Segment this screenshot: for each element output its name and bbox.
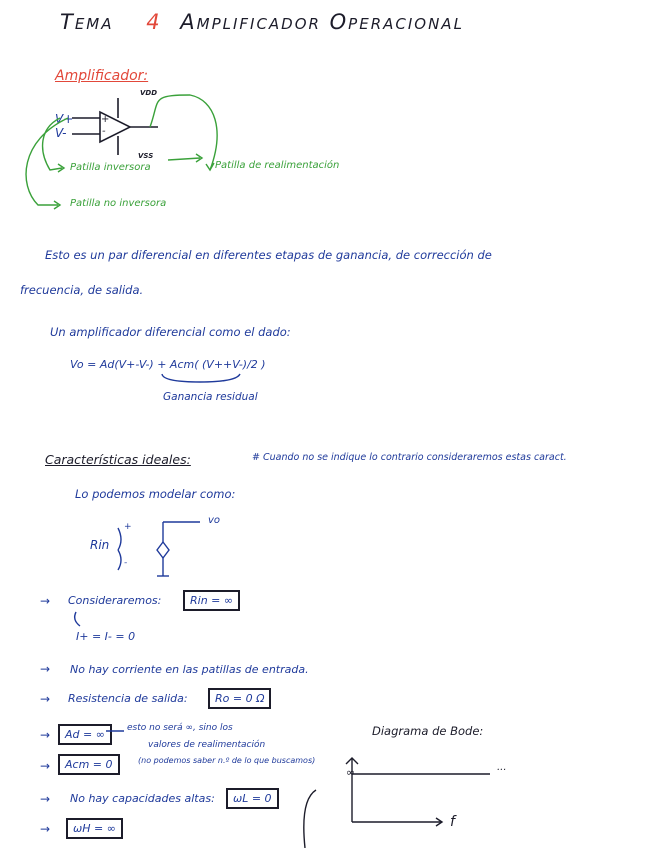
ad-note-1: esto no será ∞, sino los (127, 723, 233, 733)
pat-inv-label: Patilla inversora (70, 162, 151, 173)
bode-dots: ... (497, 762, 507, 773)
amp-minus: - (102, 126, 106, 137)
caps-arrow: → (40, 792, 51, 806)
amp-arrows (26, 95, 217, 209)
vplus-label: V+ (55, 112, 74, 126)
ad-note-2: valores de realimentación (148, 740, 266, 750)
vdd-label: VDD (140, 89, 158, 97)
model-circuit (118, 522, 200, 576)
acm-box-text: Acm = 0 (58, 754, 120, 775)
rin-label: Rin (90, 538, 110, 552)
no-current-arrow: → (40, 662, 51, 676)
bode-title: Diagrama de Bode: (372, 724, 484, 738)
consider-arrow: → (40, 594, 51, 608)
title-prefix: Tema (60, 10, 114, 34)
caps-label: No hay capacidades altas: (70, 792, 215, 805)
ad-note-3: (no podemos saber n.º de lo que buscamos) (138, 756, 316, 765)
paragraph-line1: Esto es un par diferencial en diferentes etapas de ganancia, de corrección de (45, 248, 492, 262)
rout-label: Resistencia de salida: (68, 692, 188, 705)
diff-line: Un amplificador diferencial como el dado: (50, 325, 291, 339)
vo-label: vo (208, 515, 221, 526)
bode-inf: ∞ (346, 766, 356, 779)
wl-box-text: ωL = 0 (226, 788, 279, 809)
rin-box-text: Rin = ∞ (183, 590, 240, 611)
no-current-line: No hay corriente en las patillas de entrada. (70, 663, 309, 676)
vss-label: VSS (138, 152, 154, 160)
model-line: Lo podemos modelar como: (75, 487, 236, 501)
amp-plus: + (101, 114, 110, 125)
opamp-symbol (72, 98, 158, 155)
bode-chart (304, 758, 490, 848)
paragraph-line2: frecuencia, de salida. (20, 283, 144, 297)
currents-line: I+ = I- = 0 (76, 630, 136, 643)
wh-box-text: ωH = ∞ (66, 818, 123, 839)
title-rest: Amplificador Operacional (180, 10, 464, 34)
wh-arrow: → (40, 822, 51, 836)
diff-equation: Vo = Ad(V+-V-) + Acm( (V++V-)/2 ) (70, 358, 266, 371)
ad-box-text: Ad = ∞ (58, 724, 112, 745)
ad-arrow: → (40, 728, 51, 742)
amp-heading: Amplificador: (55, 68, 149, 84)
rout-arrow: → (40, 692, 51, 706)
title-number: 4 (146, 10, 162, 34)
consider-label: Consideraremos: (68, 594, 162, 607)
consider-bracket (75, 612, 80, 626)
rout-box-text: Ro = 0 Ω (208, 688, 271, 709)
residual-brace (162, 374, 240, 382)
pat-noinv-label: Patilla no inversora (70, 198, 167, 209)
vminus-label: V- (55, 126, 67, 140)
ideal-heading: Características ideales: (45, 452, 191, 467)
model-plus: + (124, 522, 132, 532)
ideal-note: # Cuando no se indique lo contrario consideraremos estas caract. (252, 452, 567, 463)
bode-axis-f: f (450, 814, 455, 830)
residual-label: Ganancia residual (163, 391, 258, 403)
pat-real-label: Patilla de realimentación (215, 160, 340, 171)
model-minus: - (124, 558, 128, 568)
acm-arrow: → (40, 759, 51, 773)
